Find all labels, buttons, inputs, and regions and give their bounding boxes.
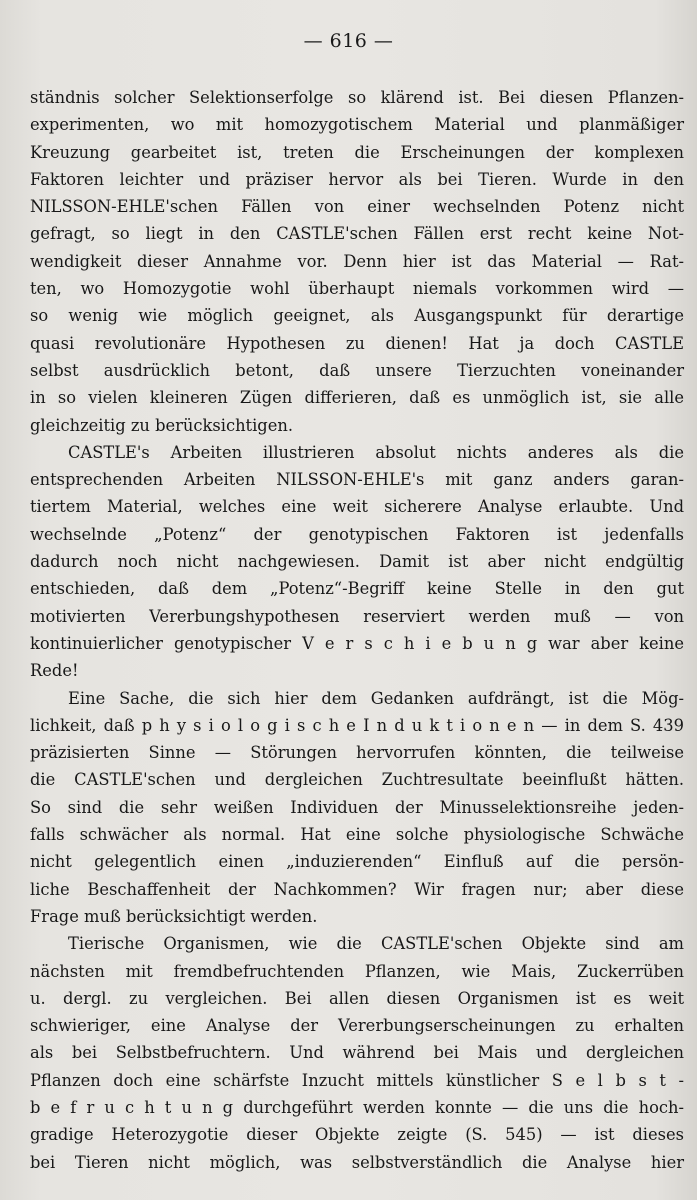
text-line: NILSSON-EHLE'schen Fällen von einer wechselnden Potenz nicht bbox=[30, 197, 684, 217]
page-number: — 616 — bbox=[303, 30, 394, 52]
text-line: gleichzeitig zu berücksichtigen. bbox=[30, 415, 294, 435]
text-line: nächsten mit fremdbefruchtenden Pflanzen, wie Mais, Zuckerrüben bbox=[30, 961, 684, 981]
text-line: quasi revolutionäre Hypothesen zu dienen! Hat ja doch CASTLE bbox=[30, 333, 684, 353]
text-line: wendigkeit dieser Annahme vor. Denn hier ist das Material — Rat- bbox=[30, 251, 684, 271]
paragraph-3 bbox=[30, 685, 684, 931]
text-line: So sind die sehr weißen Individuen der Minusselektionsreihe jeden- bbox=[30, 797, 684, 817]
text-line: kontinuierlicher genotypischer V e r s c h i e b u n g war aber keine bbox=[30, 633, 684, 653]
paragraph-1 bbox=[30, 84, 684, 439]
text-line: schwieriger, eine Analyse der Vererbungserscheinungen zu erhalten bbox=[30, 1016, 684, 1036]
text-line: u. dergl. zu vergleichen. Bei allen diesen Organismen ist es weit bbox=[30, 988, 684, 1008]
text-line: lichkeit, daß p h y s i o l o g i s c h e I n d u k t i o n e n — in dem S. 439 bbox=[30, 715, 684, 735]
text-line: CASTLE's Arbeiten illustrieren absolut nichts anderes als die bbox=[68, 442, 684, 462]
body-text bbox=[30, 84, 684, 1176]
text-line: falls schwächer als normal. Hat eine solche physiologische Schwäche bbox=[30, 825, 684, 845]
text-line: gradige Heterozygotie dieser Objekte zeigte (S. 545) — ist dieses bbox=[30, 1125, 684, 1145]
text-line: als bei Selbstbefruchtern. Und während bei Mais und dergleichen bbox=[30, 1043, 684, 1063]
text-line: motivierten Vererbungshypothesen reserviert werden muß — von bbox=[30, 606, 684, 626]
text-line: präzisierten Sinne — Störungen hervorrufen könnten, die teilweise bbox=[30, 743, 684, 763]
text-line: Faktoren leichter und präziser hervor als bei Tieren. Wurde in den bbox=[30, 169, 684, 189]
text-line: Eine Sache, die sich hier dem Gedanken aufdrängt, ist die Mög- bbox=[68, 688, 684, 708]
text-line: Rede! bbox=[30, 661, 79, 681]
text-line: entschieden, daß dem „Potenz“-Begriff keine Stelle in den gut bbox=[30, 579, 684, 599]
text-line: liche Beschaffenheit der Nachkommen? Wir fragen nur; aber diese bbox=[30, 879, 684, 899]
text-line: ten, wo Homozygotie wohl überhaupt niemals vorkommen wird — bbox=[30, 279, 684, 299]
text-line: selbst ausdrücklich betont, daß unsere Tierzuchten voneinander bbox=[30, 360, 684, 380]
paragraph-2 bbox=[30, 439, 684, 685]
text-line: entsprechenden Arbeiten NILSSON-EHLE's mit ganz anders garan- bbox=[30, 470, 684, 490]
text-line: wechselnde „Potenz“ der genotypischen Faktoren ist jedenfalls bbox=[30, 524, 684, 544]
text-line: bei Tieren nicht möglich, was selbstverständlich die Analyse hier bbox=[30, 1152, 684, 1172]
text-line: b e f r u c h t u n g durchgeführt werden konnte — die uns die hoch- bbox=[30, 1097, 684, 1117]
text-line: tiertem Material, welches eine weit sicherere Analyse erlaubte. Und bbox=[30, 497, 684, 517]
text-line: dadurch noch nicht nachgewiesen. Damit ist aber nicht endgültig bbox=[30, 552, 684, 572]
text-line: so wenig wie möglich geeignet, als Ausgangspunkt für derartige bbox=[30, 306, 684, 326]
text-line: gefragt, so liegt in den CASTLE'schen Fällen erst recht keine Not- bbox=[30, 224, 684, 244]
text-line: Pflanzen doch eine schärfste Inzucht mittels künstlicher S e l b s t - bbox=[30, 1070, 684, 1090]
text-line: die CASTLE'schen und dergleichen Zuchtresultate beeinflußt hätten. bbox=[30, 770, 684, 790]
text-line: nicht gelegentlich einen „induzierenden“ Einfluß auf die persön- bbox=[30, 852, 684, 872]
text-line: Kreuzung gearbeitet ist, treten die Erscheinungen der komplexen bbox=[30, 142, 684, 162]
text-line: experimenten, wo mit homozygotischem Material und planmäßiger bbox=[30, 115, 684, 135]
text-line: Frage muß berücksichtigt werden. bbox=[30, 906, 318, 926]
text-line: ständnis solcher Selektionserfolge so klärend ist. Bei diesen Pflanzen- bbox=[30, 88, 684, 107]
text-line: in so vielen kleineren Zügen differieren, daß es unmöglich ist, sie alle bbox=[30, 388, 684, 408]
text-line: Tierische Organismen, wie die CASTLE'schen Objekte sind am bbox=[68, 934, 684, 954]
paragraph-4 bbox=[30, 930, 684, 1176]
